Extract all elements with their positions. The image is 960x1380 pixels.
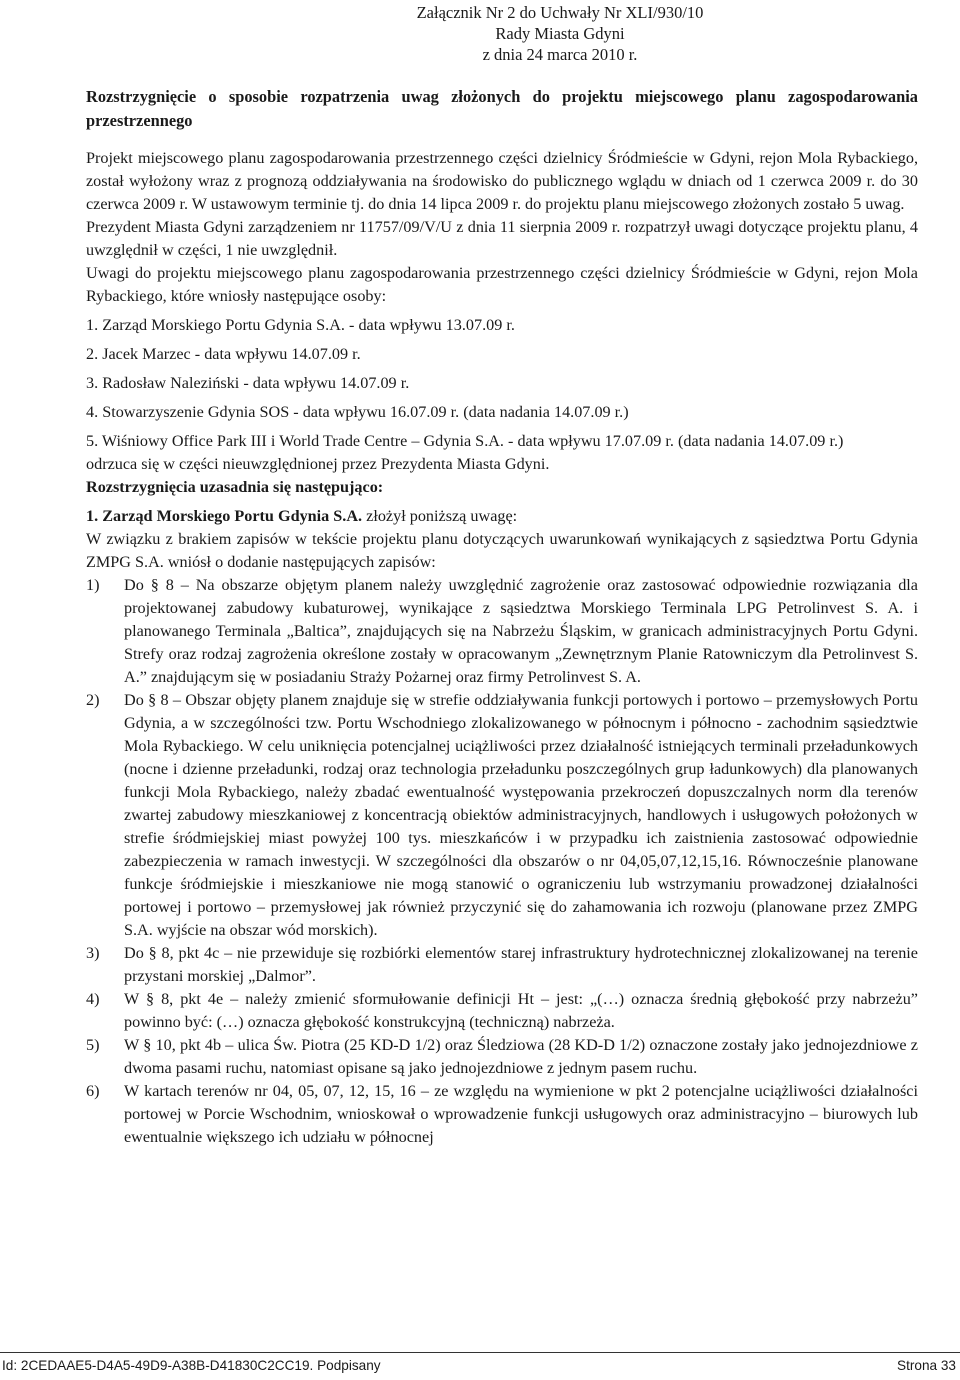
point-text: W § 8, pkt 4e – należy zmienić sformułowanie definicji Ht – jest: „(…) oznacza średnią głębokość przy nabrzeżu” powinno być: (…) oznacza głębokość konstrukcyjną (techniczną) nabrzeża. [124,990,918,1031]
point-number: 3) [86,944,100,962]
point-text: Do § 8, pkt 4c – nie przewiduje się rozbiórki elementów starej infrastruktury hydrotechnicznej zlokalizowanej na terenie przystani morskiej „Dalmor”. [124,944,918,985]
attachment-header [86,2,720,65]
submitter-item: 3. Radosław Naleziński - data wpływu 14.07.09 r. [86,374,410,392]
rejected-text: odrzuca się w części nieuwzględnionej przez Prezydenta Miasta Gdyni. [86,455,550,473]
point-text: W § 10, pkt 4b – ulica Św. Piotra (25 KD-D 1/2) oraz Śledziowa (28 KD-D 1/2) oznaczone zostały jako jednojezdniowe z dwoma pasami ruchu, natomiast opisane są jako jednojezdniowe z jednym pasem ruchu. [124,1036,918,1077]
decision-paragraph: Prezydent Miasta Gdyni zarządzeniem nr 11757/09/V/U z dnia 11 sierpnia 2009 r. rozpatrzył uwagi dotyczące projektu planu, 4 uwzględnił w części, 1 nie uwzględnił. [86,218,918,259]
point-item [86,689,918,942]
header-line-1: Załącznik Nr 2 do Uchwały Nr XLI/930/10 [416,3,704,22]
document-page [86,2,918,1149]
point-number: 6) [86,1082,100,1100]
point-item [86,988,918,1034]
section-1-heading-bold: 1. Zarząd Morskiego Portu Gdynia S.A. [86,507,363,525]
section-1-intro: W związku z brakiem zapisów w tekście projektu planu dotyczących uwarunkowań wynikających z sąsiedztwa Portu Gdynia ZMPG S.A. wniósł o dodanie następujących zapisów: [86,530,918,571]
submitter-item: 5. Wiśniowy Office Park III i World Trade Centre – Gdynia S.A. - data wpływu 17.07.09 r. (data nadania 14.07.09 r.) [86,432,844,450]
document-id: Id: 2CEDAAE5-D4A5-49D9-A38B-D41830C2CC19. Podpisany [2,1358,381,1373]
submitter-item: 1. Zarząd Morskiego Portu Gdynia S.A. - data wpływu 13.07.09 r. [86,316,515,334]
section-1-heading-rest: złożył poniższą uwagę: [362,507,518,525]
point-item [86,942,918,988]
point-item [86,1034,918,1080]
header-line-3: z dnia 24 marca 2010 r. [482,45,638,64]
section-1-heading [86,505,918,528]
point-number: 5) [86,1036,100,1054]
point-number: 1) [86,576,100,594]
submitter-item: 4. Stowarzyszenie Gdynia SOS - data wpływu 16.07.09 r. (data nadania 14.07.09 r.) [86,403,629,421]
page-footer [2,1358,956,1373]
point-number: 4) [86,990,100,1008]
point-item [86,1080,918,1149]
header-line-2: Rady Miasta Gdyni [495,24,625,43]
point-number: 2) [86,691,100,709]
point-text: Do § 8 – Na obszarze objętym planem należy uwzględnić zagrożenie oraz zastosować odpowiednie rozwiązania dla projektowanej zabudowy kubaturowej, wynikające z sąsiedztwa Morskiego Terminala LPG Petrolinvest S. A. i planowanego Terminala „Baltica”, znajdujących się na Nabrzeżu Śląskim, w granicach administracyjnych Portu Gdyni. Strefy oraz rodzaj zagrożenia określone zostały w opracowanym „Zewnętrznym Planie Ratowniczym dla Petrolinvest S. A.” znajdującym się w posiadaniu Straży Pożarnej oraz firmy Petrolinvest S. A. [124,576,918,686]
submitters-intro: Uwagi do projektu miejscowego planu zagospodarowania przestrzennego części dzielnicy Śródmieście w Gdyni, rejon Mola Rybackiego, które wniosły następujące osoby: [86,264,918,305]
point-text: Do § 8 – Obszar objęty planem znajduje się w strefie oddziaływania funkcji portowych i portowo – przemysłowych Portu Gdynia, a w szczególności tzw. Portu Wschodniego zlokalizowanego w północnym i północno - zachodnim sąsiedztwie Mola Rybackiego. W celu uniknięcia potencjalnej uciążliwości przez działalność istniejących terminali przeładunkowych (nocne i dzienne przeładunki, rodzaj oraz technologia przeładunku poszczególnych grup ładunkowych) dla planowanych funkcji Mola Rybackiego, należy zbadać ewentualność występowania przekroczeń dopuszczalnych norm dla terenów zwartej zabudowy mieszkaniowej z koncentracją obiektów administracyjnych, handlowych i usługowych położonych w strefie śródmiejskiej miast powyżej 100 tys. mieszkańców i w przypadku ich zaistnienia zastosować odpowiednie zabezpieczenia w ramach inwestycji. W szczególności dla obszarów o nr 04,05,07,12,15,16. Równocześnie planowane funkcje śródmiejskie i mieszkaniowe nie mogą stanowić o ograniczeniu lub wstrzymaniu prowadzonej działalności portowej i portowo – przemysłowej jak również przyczynić się do zahamowania ich rozwoju (planowane przez ZMPG S.A. wyjście na obszar wód morskich). [124,691,918,939]
intro-paragraph: Projekt miejscowego planu zagospodarowania przestrzennego części dzielnicy Śródmieście w Gdyni, rejon Mola Rybackiego, został wyłożony wraz z prognozą oddziaływania na środowisko do publicznego wglądu w dniach od 1 czerwca 2009 r. do 30 czerwca 2009 r. W ustawowym terminie tj. do dnia 14 lipca 2009 r. do projektu planu miejscowego złożonych zostało 5 uwag. [86,149,918,213]
footer-divider [0,1352,960,1353]
page-number: Strona 33 [897,1358,956,1373]
point-item [86,574,918,689]
submitter-item: 2. Jacek Marzec - data wpływu 14.07.09 r. [86,345,361,363]
point-text: W kartach terenów nr 04, 05, 07, 12, 15, 16 – ze względu na wymienione w pkt 2 potencjalne uciążliwości działalności portowej w Porcie Wschodnim, wnioskował o wprowadzenie funkcji usługowych oraz administracyjno – biurowych lub ewentualnie większego ich udziału w północnej [124,1082,918,1146]
justification-heading: Rozstrzygnięcia uzasadnia się następująco: [86,478,384,496]
document-title: Rozstrzygnięcie o sposobie rozpatrzenia uwag złożonych do projektu miejscowego planu zagospodarowania przestrzennego [86,87,918,130]
